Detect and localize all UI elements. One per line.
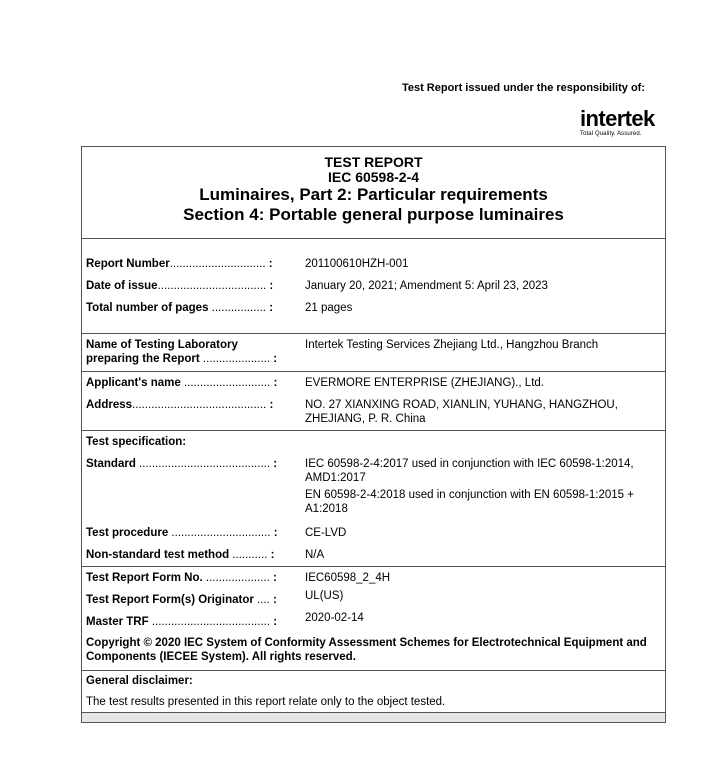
divider <box>82 333 665 334</box>
intertek-logo <box>580 108 674 137</box>
report-number-value: 201100610HZH-001 <box>305 258 409 270</box>
field-label: Test procedure ............................... : <box>86 527 278 539</box>
applicant-value: EVERMORE ENTERPRISE (ZHEJIANG)., Ltd. <box>305 377 544 389</box>
title-part: Luminaires, Part 2: Particular requirements <box>199 185 548 204</box>
table-footer-band <box>82 712 665 722</box>
field-label: Report Number.............................. : <box>86 258 273 270</box>
lab-value: Intertek Testing Services Zhejiang Ltd., Hangzhou Branch <box>305 339 599 351</box>
field-label: Non-standard test method ........... : <box>86 549 275 561</box>
field-label: Master TRF ..................................... : <box>86 616 278 628</box>
total-pages-value: 21 pages <box>305 302 353 314</box>
field-label: Total number of pages ................. : <box>86 302 274 314</box>
disclaimer-text: The test results presented in this report relate only to the object tested. <box>86 696 446 708</box>
issued-under-text: Test Report issued under the responsibility of: <box>401 82 645 94</box>
field-label: Date of issue.................................. : <box>86 280 274 292</box>
standard-value-iec: IEC 60598-2-4:2017 used in conjunction with IEC 60598-1:2014, AMD1:2017 <box>305 458 634 484</box>
title-section: Section 4: Portable general purpose luminaires <box>183 205 564 224</box>
divider <box>82 670 665 671</box>
test-spec-heading: Test specification: <box>86 436 187 448</box>
test-procedure-value: CE-LVD <box>305 527 347 539</box>
master-trf-value: 2020-02-14 <box>305 612 364 624</box>
field-label: Standard ......................................... : <box>86 458 278 470</box>
field-label: Applicant's name ........................... : <box>86 377 278 389</box>
logo-wordmark: intertek <box>580 106 655 131</box>
field-label: Address.......................................... : <box>86 399 274 411</box>
field-label: Test Report Form No. .................... : <box>86 572 277 584</box>
date-of-issue-value: January 20, 2021; Amendment 5: April 23, 2023 <box>305 280 548 292</box>
divider <box>82 238 665 239</box>
divider <box>82 371 665 372</box>
logo-tagline: Total Quality. Assured. <box>580 131 642 137</box>
title-test-report: TEST REPORT <box>324 154 423 170</box>
field-label: Name of Testing Laboratory preparing the Report ..................... : <box>86 339 278 365</box>
divider <box>82 430 665 431</box>
divider <box>82 566 665 567</box>
report-title-block <box>82 155 665 225</box>
trf-originator-value: UL(US) <box>305 590 344 602</box>
address-value: NO. 27 XIANXING ROAD, XIANLIN, YUHANG, HANGZHOU, ZHEJIANG, P. R. China <box>305 399 618 425</box>
title-standard: IEC 60598-2-4 <box>327 169 420 185</box>
standard-value-en: EN 60598-2-4:2018 used in conjunction with EN 60598-1:2015 + A1:2018 <box>305 489 634 515</box>
trf-number-value: IEC60598_2_4H <box>305 572 391 584</box>
field-label: Test Report Form(s) Originator .... : <box>86 594 277 606</box>
copyright-text: Copyright © 2020 IEC System of Conformity Assessment Schemes for Electrotechnical Equipment and Components (IECEE System). All rights reserved. <box>86 637 647 663</box>
disclaimer-heading: General disclaimer: <box>86 675 193 687</box>
non-standard-value: N/A <box>305 549 325 561</box>
report-cover-table <box>81 146 666 723</box>
